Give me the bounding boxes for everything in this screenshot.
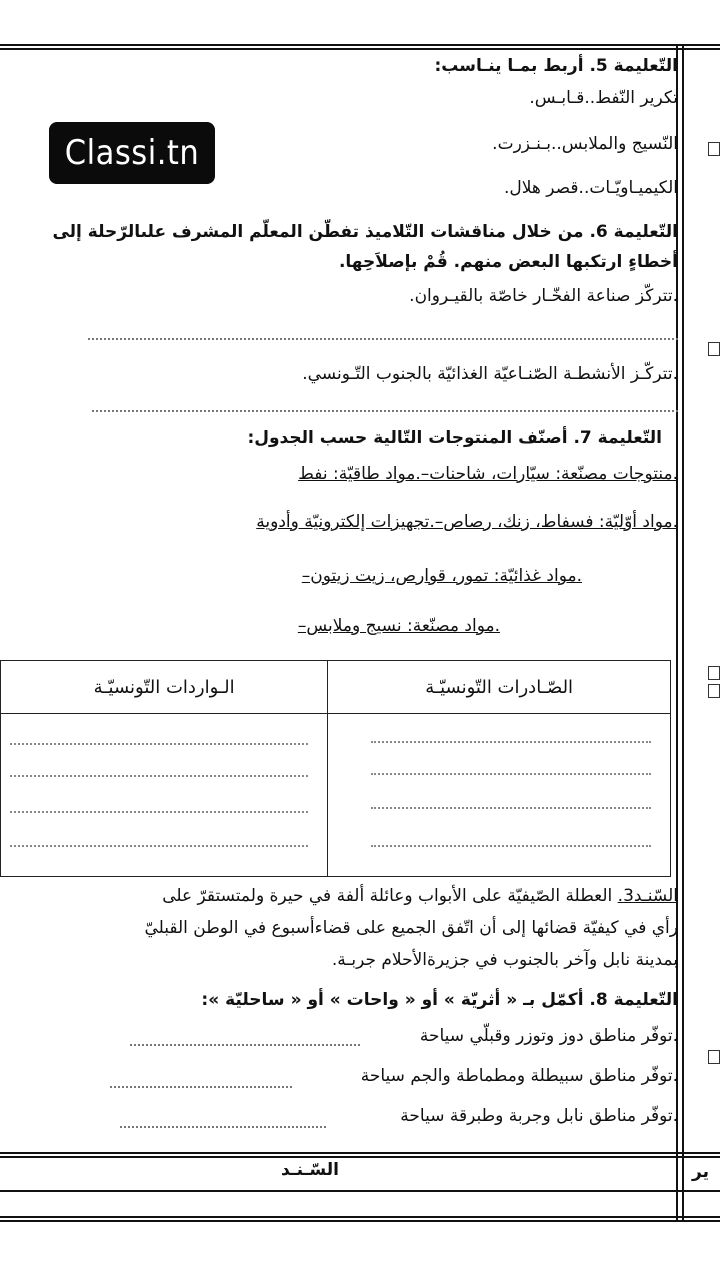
margin-box (708, 142, 720, 156)
footer-border-3 (0, 1216, 720, 1218)
q6-title-line-1: التّعليمة 6. من خلال مناقشات التّلاميذ تفطّن المعلّم المشرف علىالرّحلة إلى (52, 222, 678, 242)
q6-statement-1: .تتركّز صناعة الفخّـار خاصّة بالقيـروان. (409, 286, 678, 306)
col-exports-header: الصّـادرات التّونسيّـة (328, 661, 671, 714)
answer-line[interactable] (130, 1044, 360, 1046)
q6-statement-2: .تتركّـز الأنشطـة الصّنـاعيّة الغذائيّة بالجنوب التّـونسي. (302, 364, 678, 384)
q8-statement-2: .توفّر مناطق سبيطلة ومطماطة والجم سياحة (360, 1066, 678, 1086)
margin-box (708, 1050, 720, 1064)
sanad3-line-2: رأي في كيفيّة قضائها إلى أن اتّفق الجميع على قضاءأسبوع في الوطن القبليّ (144, 918, 678, 938)
top-border (0, 44, 720, 46)
q7-products-line-1: .منتوجات مصنّعة: سيّارات، شاحنات–.مواد طاقيّة: نفط (298, 464, 678, 484)
imports-cell[interactable] (1, 714, 328, 877)
q5-title: التّعليمة 5. أربط بمـا ينـاسب: (434, 56, 678, 76)
exports-cell[interactable] (328, 714, 671, 877)
q5-line-2: النّسيج والملابس..بـنـزرت. (492, 134, 678, 154)
q8-statement-3: .توفّر مناطق نابل وجربة وطبرقة سياحة (400, 1106, 678, 1126)
q7-title: التّعليمة 7. أصنّف المنتوجات التّالية حسب الجدول: (247, 428, 662, 448)
q5-line-1: تكرير النّفط..قـابـس. (529, 88, 678, 108)
footer-border-2 (0, 1190, 720, 1192)
q8-title: التّعليمة 8. أكمّل بـ « أثريّة » أو « واحات » أو « ساحليّة »: (201, 990, 678, 1010)
right-column-border-outer (682, 44, 684, 1222)
answer-line[interactable] (92, 410, 678, 412)
sanad3-line-1 (14, 886, 678, 906)
classification-table (0, 660, 671, 877)
margin-box (708, 342, 720, 356)
margin-box (708, 684, 720, 698)
footer-border-4 (0, 1220, 720, 1222)
sanad3-text-1: العطلة الصّيفيّة على الأبواب وعائلة ألفة في حيرة ولمتستقرّ على (162, 886, 613, 906)
answer-line[interactable] (88, 338, 678, 340)
footer-side-text: ير (692, 1162, 709, 1182)
margin-box (708, 666, 720, 680)
footer-sanad-label: السّـنـد (281, 1160, 339, 1180)
classi-logo: Classi.tn (49, 122, 215, 184)
answer-line[interactable] (120, 1126, 326, 1128)
answer-line[interactable] (110, 1086, 292, 1088)
q6-title-line-2: أخطاءٍ ارتكبها البعض منهم. قُمْ بإصلاَحِها. (338, 252, 678, 272)
q7-products-line-4: .مواد مصنّعة: نسيج وملابس– (297, 616, 500, 636)
sanad3-label: السّنـد3. (617, 886, 678, 906)
top-border-inner (0, 48, 720, 50)
footer-border-inner (0, 1156, 720, 1158)
q7-products-line-2: .مواد أوّليّة: فسفاط، زنك، رصاص–.تجهيزات إلكترونيّة وأدوية (256, 512, 678, 532)
sanad3-line-3: بمدينة نابل وآخر بالجنوب في جزيرةالأحلام جربـة. (331, 950, 678, 970)
q7-products-line-3: .مواد غذائيّة: تمور، قوارص، زيت زيتون– (301, 566, 582, 586)
footer-border (0, 1152, 720, 1154)
q8-statement-1: .توفّر مناطق دوز وتوزر وقبلّي سياحة (419, 1026, 678, 1046)
q5-line-3: الكيميـاويّـات..قصر هلال. (504, 178, 678, 198)
col-imports-header: الـواردات التّونسيّـة (1, 661, 328, 714)
